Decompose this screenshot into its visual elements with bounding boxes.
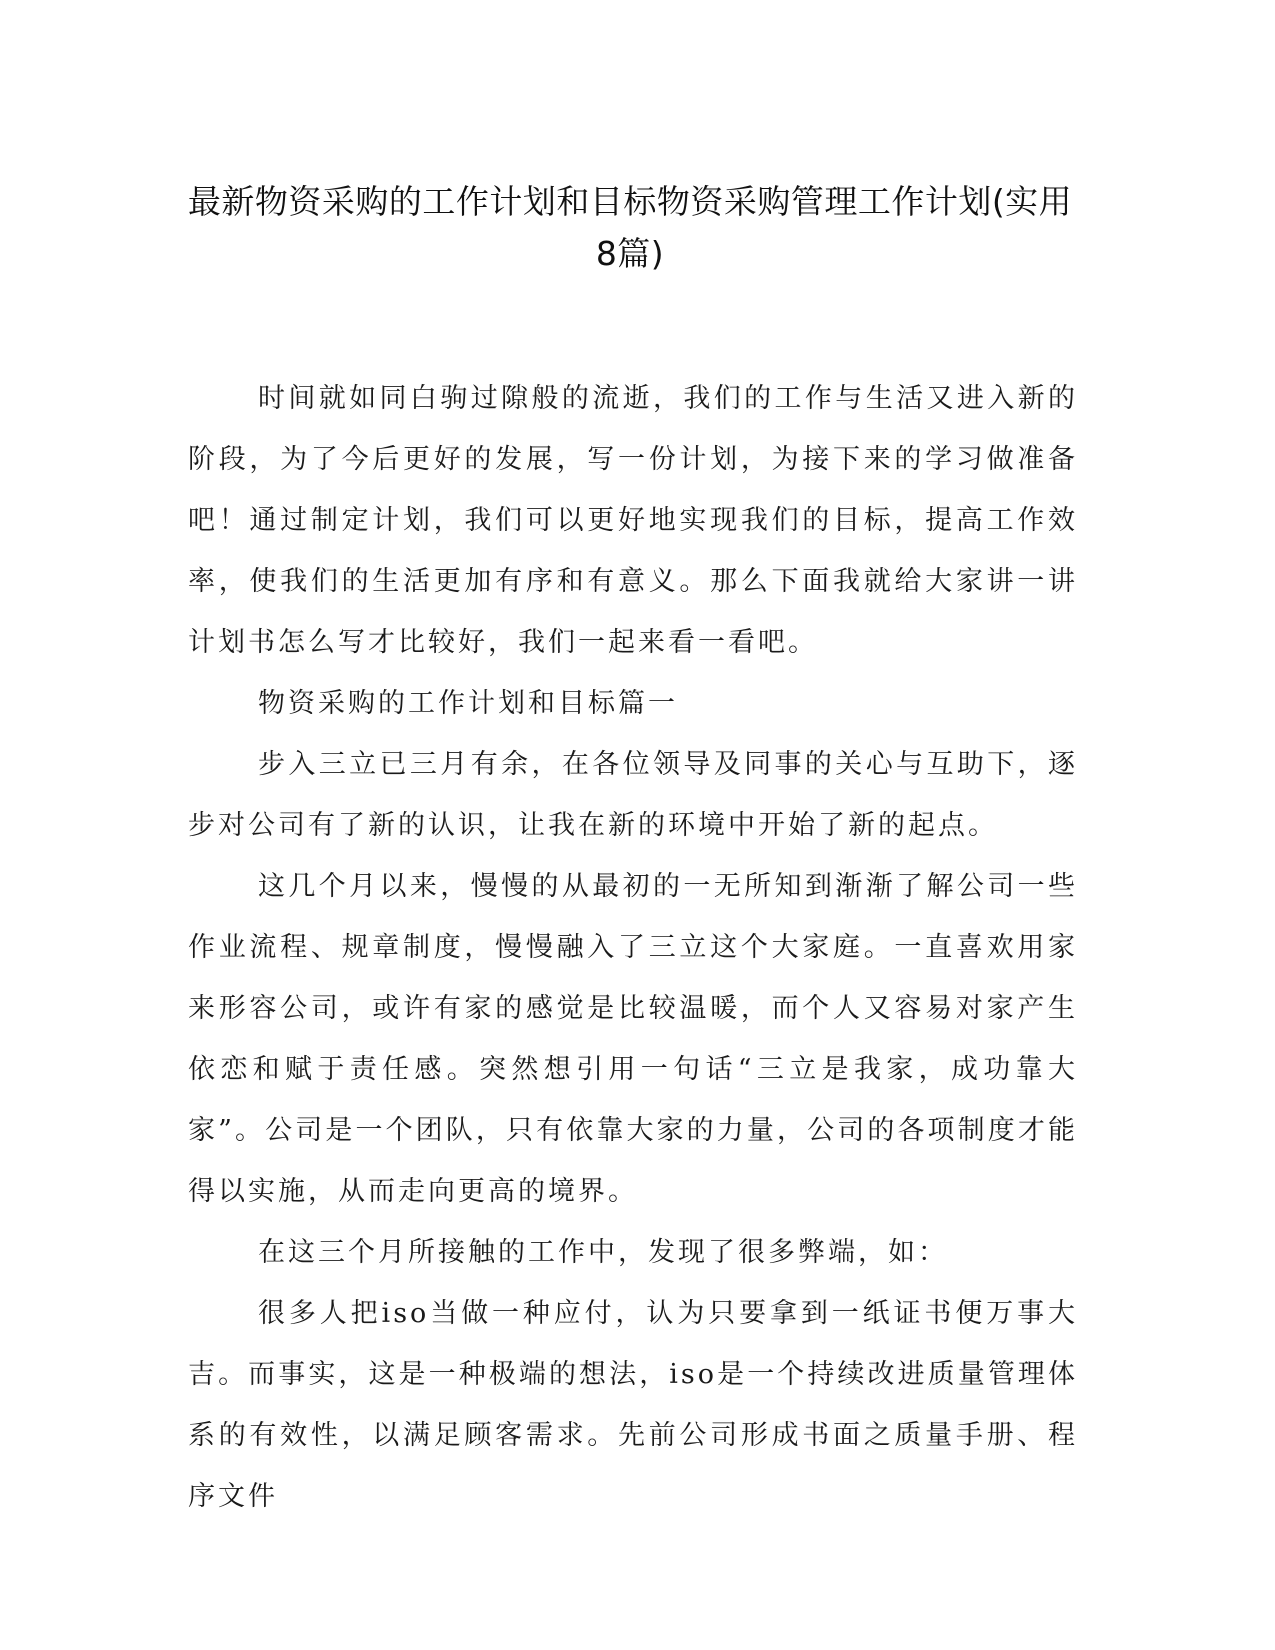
- paragraph-intro: 时间就如同白驹过隙般的流逝，我们的工作与生活又进入新的阶段，为了今后更好的发展，写一份计划，为接下来的学习做准备吧！通过制定计划，我们可以更好地实现我们的目标，提高工作效率，使我们的生活更加有序和有意义。那么下面我就给大家讲一讲计划书怎么写才比较好，我们一起来看一看吧。: [188, 383, 1078, 658]
- paragraph-2: 这几个月以来，慢慢的从最初的一无所知到渐渐了解公司一些作业流程、规章制度，慢慢融入了三立这个大家庭。一直喜欢用家来形容公司，或许有家的感觉是比较温暖，而个人又容易对家产生依恋和赋于责任感。突然想引用一句话“三立是我家，成功靠大家”。公司是一个团队，只有依靠大家的力量，公司的各项制度才能得以实施，从而走向更高的境界。: [188, 871, 1078, 1207]
- paragraph-4: 很多人把iso当做一种应付，认为只要拿到一纸证书便万事大吉。而事实，这是一种极端的想法，iso是一个持续改进质量管理体系的有效性，以满足顾客需求。先前公司形成书面之质量手册、程序文件: [188, 1298, 1078, 1512]
- document-title: 最新物资采购的工作计划和目标物资采购管理工作计划(实用8篇): [187, 182, 1073, 273]
- paragraph-1: 步入三立已三月有余，在各位领导及同事的关心与互助下，逐步对公司有了新的认识，让我在新的环境中开始了新的起点。: [188, 749, 1078, 841]
- section-heading-1: 物资采购的工作计划和目标篇一: [258, 688, 678, 719]
- document-body: [188, 368, 1078, 1527]
- paragraph-3: 在这三个月所接触的工作中，发现了很多弊端，如：: [258, 1237, 948, 1268]
